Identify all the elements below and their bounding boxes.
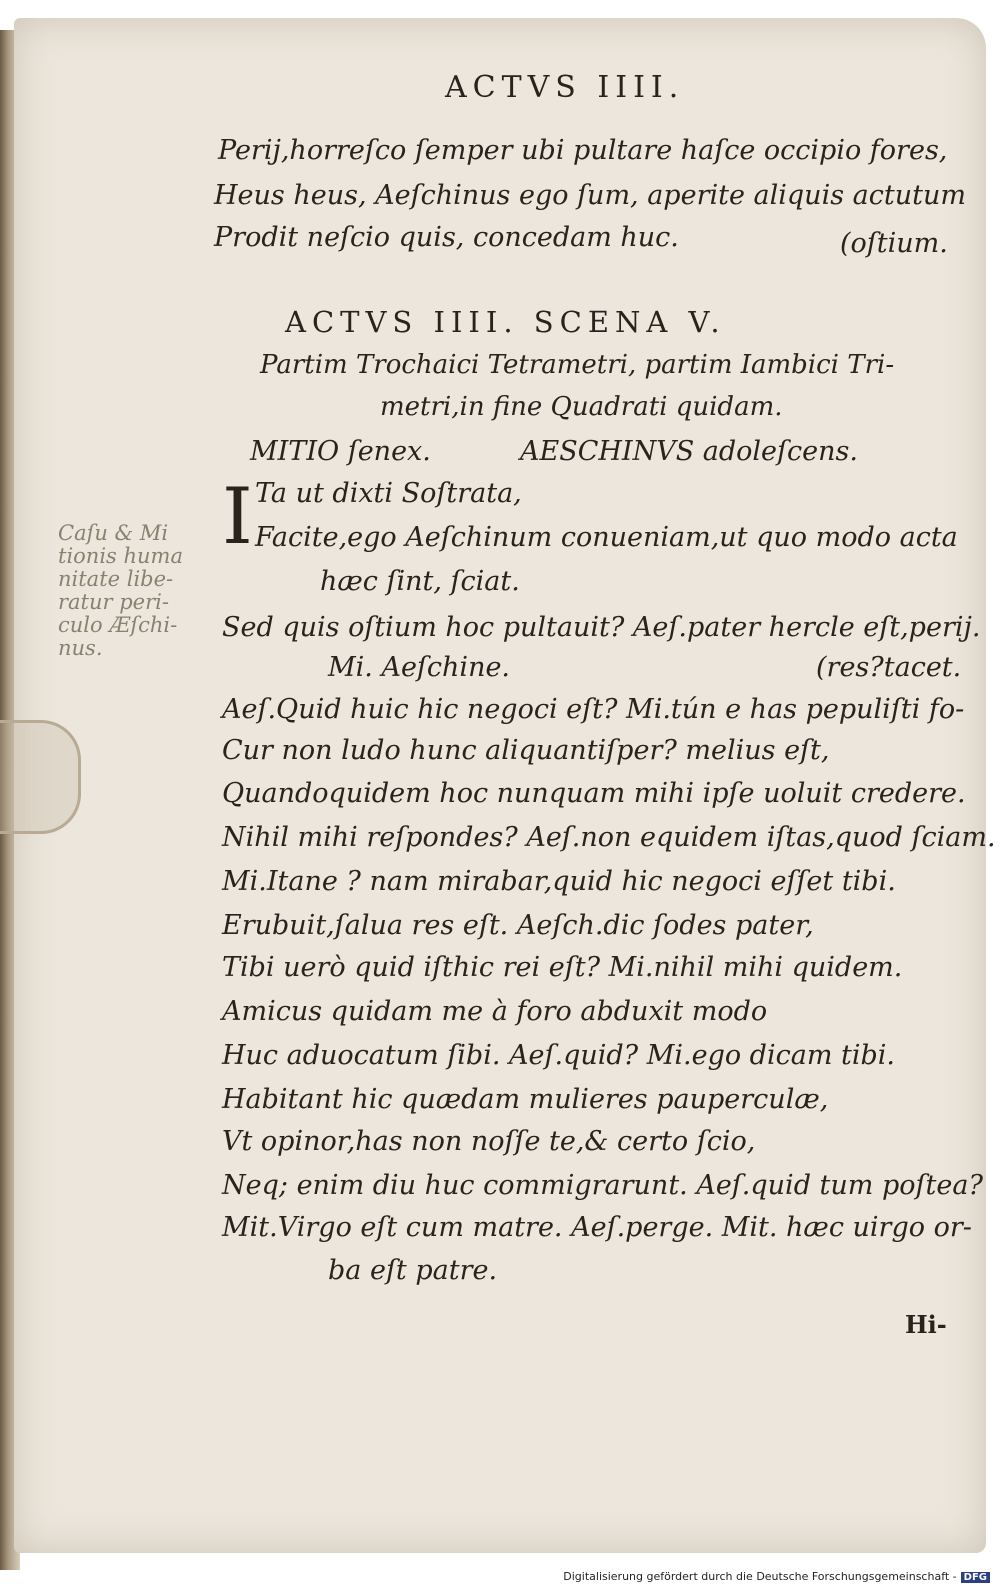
- marginal-note-line: nus.: [58, 636, 103, 660]
- text-line: Perij,horreſco ſemper ubi pultare haſce occipio fores,: [218, 135, 948, 166]
- meter-note: metri,in fine Quadrati quidam.: [380, 392, 783, 422]
- verse-line: ba eſt patre.: [328, 1255, 498, 1286]
- footer-credit: [563, 1570, 990, 1583]
- footer-text: Digitalisierung gefördert durch die Deutsche Forschungsgemeinschaft -: [563, 1570, 957, 1583]
- meter-note: Partim Trochaici Tetrametri, partim Iambici Tri-: [260, 350, 895, 380]
- verse-line: Mi.Itane ? nam mirabar,quid hic negoci eſſet tibi.: [222, 866, 896, 897]
- scene-heading: ACTVS IIII. SCENA V.: [285, 305, 726, 339]
- verse-line: (res?tacet.: [816, 652, 962, 683]
- verse-line: Cur non ludo hunc aliquantiſper? melius eſt,: [222, 735, 830, 766]
- verse-line: Tibi uerò quid iſthic rei eſt? Mi.nihil mihi quidem.: [222, 952, 903, 983]
- verse-line: Facite,ego Aeſchinum conueniam,ut quo modo acta: [255, 522, 958, 553]
- drop-capital: I: [222, 472, 253, 562]
- verse-line: Huc aduocatum ſibi. Aeſ.quid? Mi.ego dicam tibi.: [222, 1040, 895, 1071]
- verse-line: Neq; enim diu huc commigrarunt. Aeſ.quid tum poſtea?: [222, 1170, 983, 1201]
- verse-line: Amicus quidam me à foro abduxit modo: [222, 996, 768, 1027]
- catchword: Hi-: [905, 1310, 947, 1339]
- book-clasp: [0, 720, 81, 834]
- persona-mitio: MITIO ſenex.: [250, 436, 431, 467]
- verse-line: Habitant hic quædam mulieres pauperculæ,: [222, 1084, 829, 1115]
- verse-line: hæc ſint, ſciat.: [320, 566, 520, 597]
- marginal-note-line: culo Æſchi-: [58, 613, 178, 637]
- marginal-note: [58, 522, 218, 660]
- dfg-logo: DFG: [961, 1572, 990, 1583]
- text-line: Heus heus, Aeſchinus ego ſum, aperite aliquis actutum: [214, 180, 966, 211]
- verse-line: Aeſ.Quid huic hic negoci eſt? Mi.tún e has pepuliſti fo-: [222, 694, 965, 725]
- persona-aeschinus: AESCHINVS adoleſcens.: [520, 436, 858, 467]
- verse-line: Erubuit,ſalua res eſt. Aeſch.dic ſodes pater,: [222, 910, 814, 941]
- verse-line: Mi. Aeſchine.: [328, 652, 511, 683]
- verse-line: Nihil mihi reſpondes? Aeſ.non equidem iſtas,quod ſciam.: [222, 822, 996, 853]
- verse-line: Mit.Virgo eſt cum matre. Aeſ.perge. Mit. hæc uirgo or-: [222, 1212, 972, 1243]
- verse-line: Ta ut dixti Soſtrata,: [255, 478, 522, 509]
- verse-line: Sed quis oſtium hoc pultauit? Aeſ.pater hercle eſt,perij.: [222, 612, 981, 643]
- marginal-note-line: tionis huma: [58, 544, 183, 568]
- text-line: Prodit neſcio quis, concedam huc.: [214, 222, 679, 253]
- verse-line: Vt opinor,has non noſſe te,& certo ſcio,: [222, 1126, 756, 1157]
- text-line: (oſtium.: [840, 228, 948, 259]
- marginal-note-line: ratur peri-: [58, 590, 169, 614]
- marginal-note-line: Caſu & Mi: [58, 521, 169, 545]
- running-title: ACTVS IIII.: [445, 70, 685, 105]
- marginal-note-line: nitate libe-: [58, 567, 174, 591]
- verse-line: Quandoquidem hoc nunquam mihi ipſe uoluit credere.: [222, 778, 966, 809]
